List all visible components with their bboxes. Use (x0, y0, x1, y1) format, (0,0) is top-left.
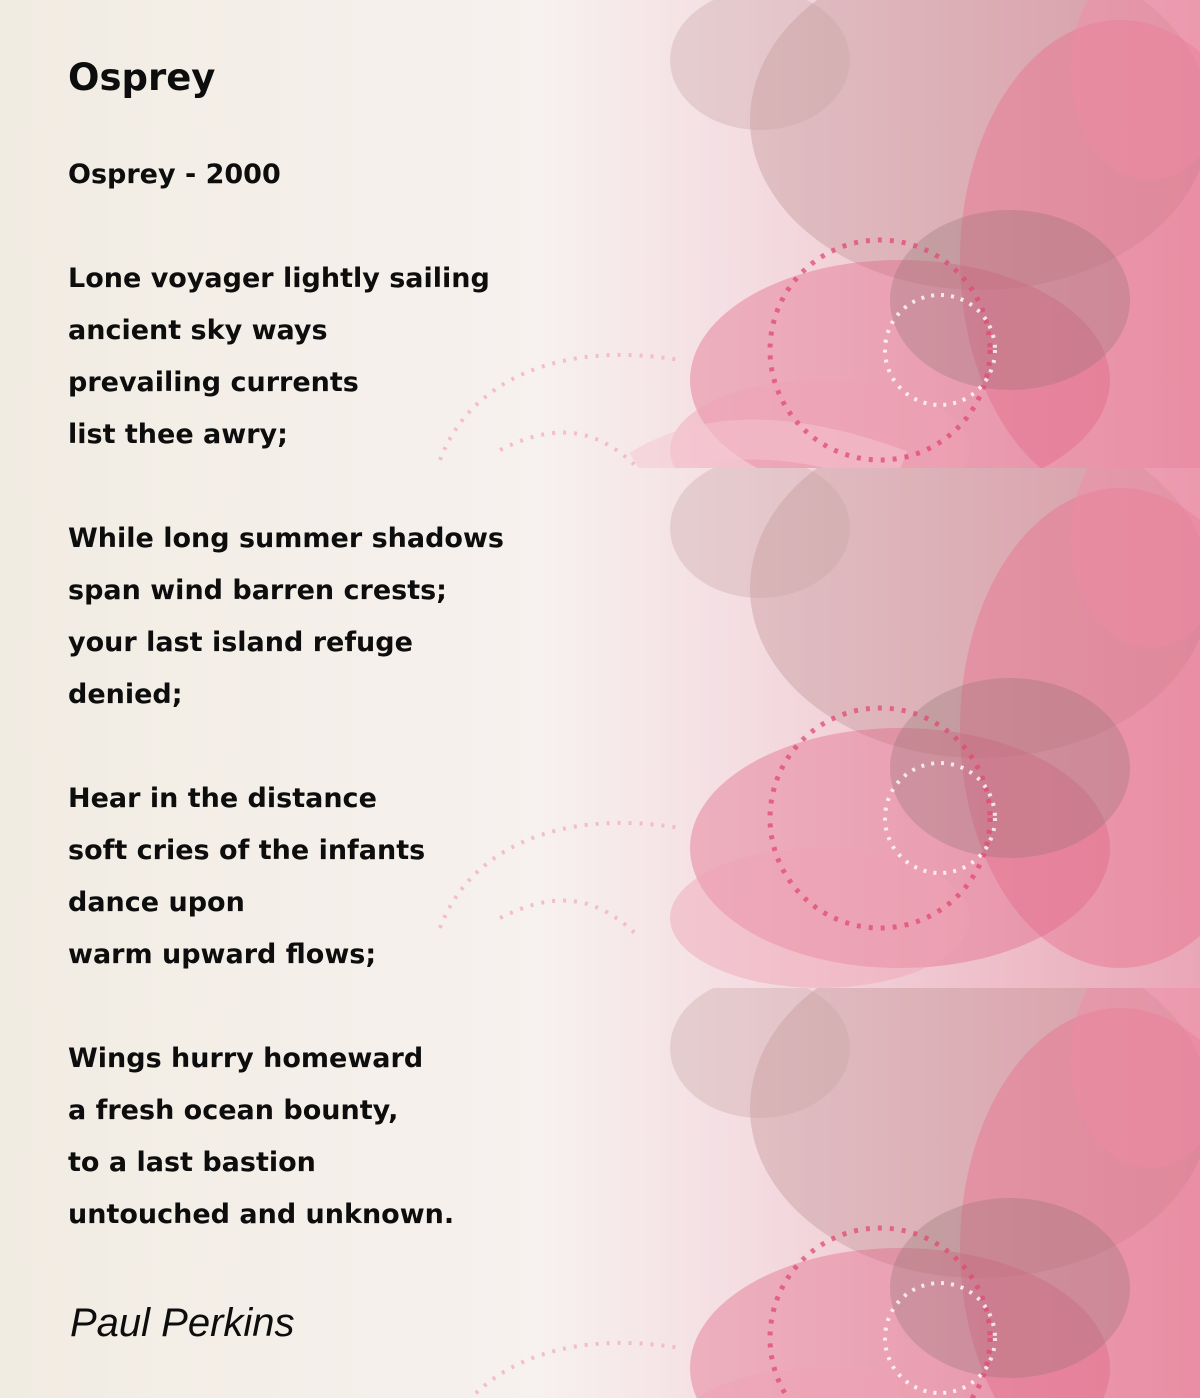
poem-line: Lone voyager lightly sailing (68, 263, 490, 294)
poem-line: dance upon (68, 887, 245, 918)
poem-line: soft cries of the infants (68, 835, 426, 866)
poem-line: Hear in the distance (68, 783, 377, 814)
poem-line: your last island refuge (68, 627, 413, 658)
stanza-1 (68, 253, 490, 461)
poem-author: Paul Perkins (70, 1301, 295, 1345)
poem-line: untouched and unknown. (68, 1199, 455, 1230)
poem-line: to a last bastion (68, 1147, 316, 1178)
poem-subtitle: Osprey - 2000 (68, 159, 281, 190)
poem-line: Wings hurry homeward (68, 1043, 424, 1074)
stanza-2 (68, 513, 504, 721)
poem-line: While long summer shadows (68, 523, 504, 554)
poem-line: a fresh ocean bounty, (68, 1095, 399, 1126)
stanza-4 (68, 1033, 454, 1241)
poem-line: list thee awry; (68, 419, 288, 450)
poem-line: denied; (68, 679, 183, 710)
poem-line: span wind barren crests; (68, 575, 447, 606)
stanza-3 (68, 773, 425, 981)
poem-line: prevailing currents (68, 367, 359, 398)
poem-line: ancient sky ways (68, 315, 328, 346)
poem-line: warm upward flows; (68, 939, 377, 970)
poem-title: Osprey (68, 56, 216, 99)
